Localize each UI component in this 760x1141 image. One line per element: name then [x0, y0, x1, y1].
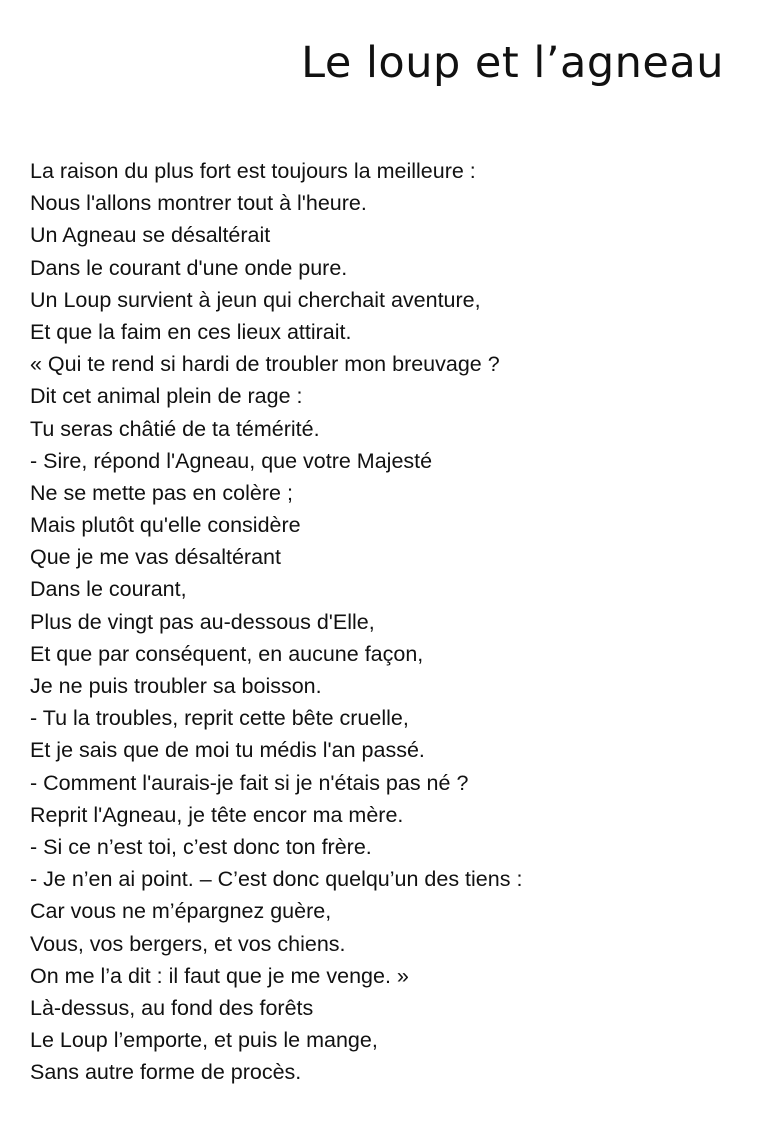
poem-line: Un Loup survient à jeun qui cherchait aventure, — [30, 287, 481, 312]
poem-line: Un Agneau se désaltérait — [30, 223, 271, 248]
poem-line: Et je sais que de moi tu médis l'an passé. — [30, 738, 425, 763]
poem-line: Nous l'allons montrer tout à l'heure. — [30, 191, 367, 216]
poem-line: Sans autre forme de procès. — [30, 1060, 302, 1085]
poem-line: « Qui te rend si hardi de troubler mon breuvage ? — [30, 352, 500, 377]
poem-line: La raison du plus fort est toujours la meilleure : — [30, 159, 476, 183]
poem-line: Dans le courant, — [30, 577, 187, 602]
poem-line: Le Loup l’emporte, et puis le mange, — [30, 1028, 378, 1053]
poem-line: Et que la faim en ces lieux attirait. — [30, 319, 352, 344]
poem-line: Mais plutôt qu'elle considère — [30, 513, 301, 538]
poem-line: Ne se mette pas en colère ; — [30, 480, 293, 505]
poem-line: Reprit l'Agneau, je tête encor ma mère. — [30, 802, 404, 827]
poem-line: Dans le courant d'une onde pure. — [30, 255, 348, 280]
poem-line: - Si ce n’est toi, c’est donc ton frère. — [30, 834, 372, 859]
poem-line: - Tu la troubles, reprit cette bête cruelle, — [30, 706, 409, 731]
poem-text — [30, 155, 522, 1088]
poem-line: Vous, vos bergers, et vos chiens. — [30, 931, 346, 956]
poem-line: - Sire, répond l'Agneau, que votre Majesté — [30, 448, 433, 473]
poem-line: Que je me vas désaltérant — [30, 545, 281, 570]
poem-line: - Comment l'aurais-je fait si je n'étais pas né ? — [30, 770, 469, 795]
poem-line: Je ne puis troubler sa boisson. — [30, 674, 322, 698]
poem-line: Car vous ne m’épargnez guère, — [30, 899, 332, 924]
poem-line: - Je n’en ai point. – C’est donc quelqu’un des tiens : — [30, 867, 523, 892]
poem-line: Et que par conséquent, en aucune façon, — [30, 641, 424, 666]
poem-line: Plus de vingt pas au-dessous d'Elle, — [30, 609, 375, 634]
poem-line: Là-dessus, au fond des forêts — [30, 995, 314, 1020]
poem-line: On me l’a dit : il faut que je me venge. » — [30, 963, 409, 988]
poem-line: Dit cet animal plein de rage : — [30, 384, 303, 409]
poem-line: Tu seras châtié de ta témérité. — [30, 416, 320, 441]
page-title: Le loup et l’agneau — [301, 38, 724, 88]
